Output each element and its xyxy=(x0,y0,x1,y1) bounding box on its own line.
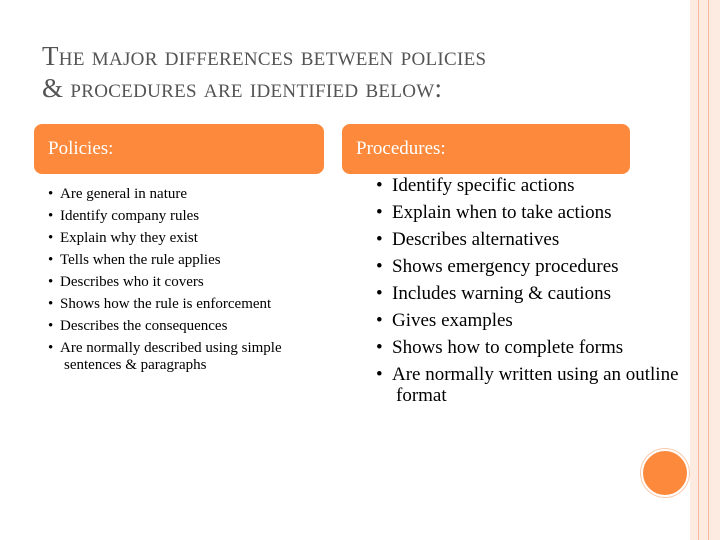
list-item: • Identify company rules xyxy=(42,208,332,225)
procedures-list xyxy=(372,175,692,412)
list-item: • Tells when the rule applies xyxy=(42,252,332,269)
edge-line xyxy=(708,0,709,540)
list-item: • Explain why they exist xyxy=(42,230,332,247)
list-item: • Describes who it covers xyxy=(42,274,332,291)
list-item: • Shows how to complete forms xyxy=(372,337,692,358)
decorative-edge-lines xyxy=(690,0,720,540)
list-item: • Includes warning & cautions xyxy=(372,283,692,304)
edge-line xyxy=(698,0,699,540)
slide-title-line-1: The major differences between policies xyxy=(42,41,487,71)
slide-title xyxy=(42,40,662,104)
list-item: • Shows emergency procedures xyxy=(372,256,692,277)
procedures-header: Procedures: xyxy=(342,124,630,174)
decorative-circle xyxy=(641,449,689,497)
list-item: • Are general in nature xyxy=(42,186,332,203)
list-item: • Describes the consequences xyxy=(42,318,332,335)
list-item: • Describes alternatives xyxy=(372,229,692,250)
policies-list xyxy=(42,186,332,379)
list-item: • Explain when to take actions xyxy=(372,202,692,223)
list-item: • Gives examples xyxy=(372,310,692,331)
list-item: • Identify specific actions xyxy=(372,175,692,196)
policies-header: Policies: xyxy=(34,124,324,174)
list-item: • Are normally written using an outline format xyxy=(372,364,692,406)
slide-title-line-2: & procedures are identified below: xyxy=(42,73,443,103)
list-item: • Shows how the rule is enforcement xyxy=(42,296,332,313)
list-item: • Are normally described using simple sentences & paragraphs xyxy=(42,340,332,374)
